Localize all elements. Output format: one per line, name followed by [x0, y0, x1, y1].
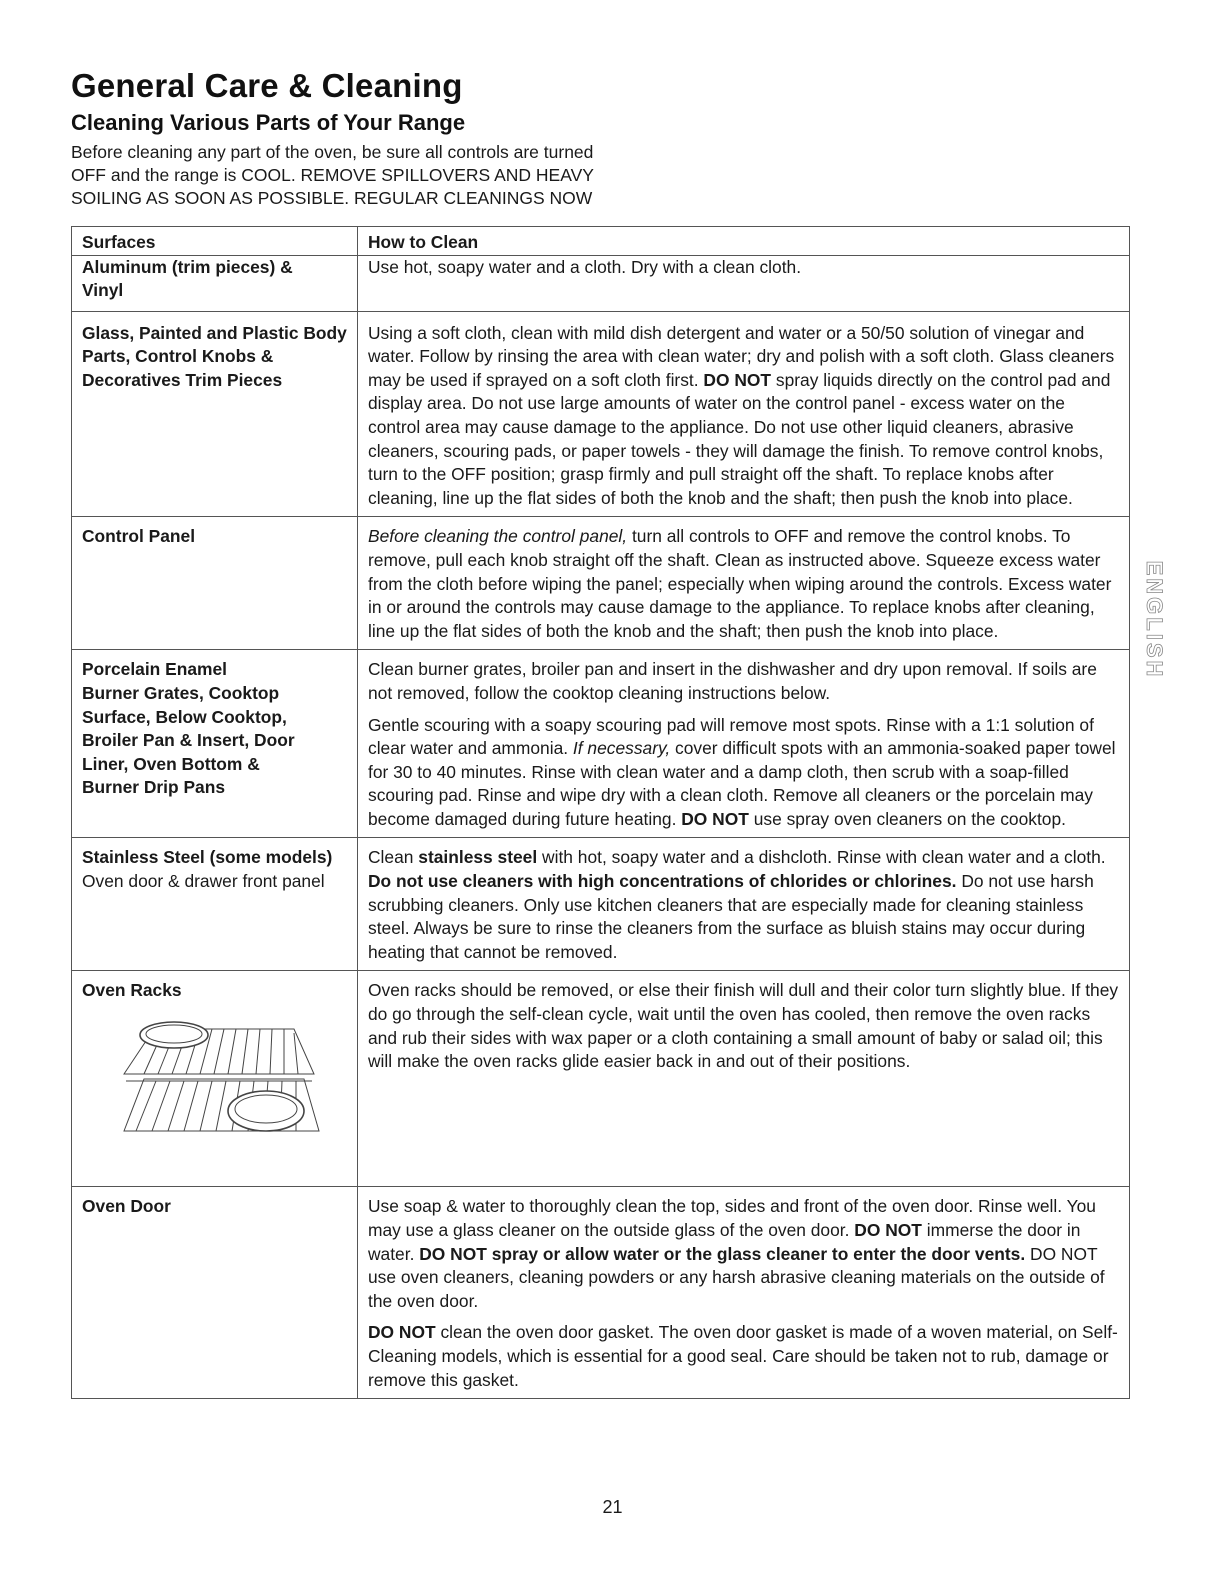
warning-text: DO NOT — [681, 808, 749, 829]
column-header-how-to-clean: How to Clean — [358, 227, 1130, 256]
warning-text: Do not use cleaners with high concentrations of chlorides or chlorines. — [368, 871, 957, 892]
cleaning-table — [71, 226, 1130, 1399]
how-to-clean-cell — [358, 1187, 1130, 1399]
paragraph — [368, 1195, 1121, 1313]
text-span: spray liquids directly on the control pad and display area. Do not use large amounts of water on the control panel - excess water on the control area may cause damage to the appliance. Do not use other liquid cleaners, abrasive cleaners, scouring pads, or paper towels - they will damage the finish. To remove control knobs, turn to the OFF position; grasp firmly and pull straight off the shaft. To replace knobs after cleaning, line up the flat sides of both the knob and the shaft; then push the knob into place. — [368, 369, 1111, 508]
surface-cell — [72, 838, 358, 971]
table-row — [72, 517, 1130, 650]
warning-text: DO NOT — [854, 1220, 922, 1241]
intro-line: SOILING AS SOON AS POSSIBLE. REGULAR CLEANINGS NOW — [71, 188, 593, 208]
how-to-clean-cell: Use hot, soapy water and a cloth. Dry with a clean cloth. — [358, 255, 1130, 311]
surface-label-note: Oven door & drawer front panel — [82, 871, 325, 892]
surface-line: Burner Drip Pans — [82, 777, 226, 798]
surface-line: Porcelain Enamel — [82, 659, 227, 680]
how-to-clean-cell — [358, 838, 1130, 971]
text-span: Use soap & water to thoroughly clean the top, sides and front of the oven door. Rinse well. You may use a glass cleaner on the outside glass of the oven door. — [368, 1196, 1096, 1241]
surface-cell — [72, 1187, 358, 1399]
intro-line: OFF and the range is COOL. REMOVE SPILLOVERS AND HEAVY — [71, 165, 594, 185]
table-row — [72, 971, 1130, 1187]
page-title: General Care & Cleaning — [71, 67, 463, 104]
page-number: 21 — [602, 1497, 623, 1517]
surface-label: Glass, Painted and Plastic Body Parts, Control Knobs & Decoratives Trim Pieces — [82, 322, 347, 390]
column-header-surfaces: Surfaces — [72, 227, 358, 256]
text-span: turn all controls to OFF and remove the control knobs. To remove, pull each knob straight off the shaft. Clean as instructed above. Squeeze excess water from the cloth before wiping the panel; especially when wiping around the controls. Excess water in or around the controls may cause damage to the appliance. To replace knobs after cleaning, line up the flat sides of both the knob and the shaft; then push the knob into place. — [368, 526, 1112, 641]
text-span: DO NOT use oven cleaners, cleaning powders or any harsh abrasive cleaning materials on the outside of the oven door. — [368, 1243, 1105, 1311]
text-span: immerse the door in water. — [368, 1220, 1081, 1264]
how-to-clean-cell — [358, 517, 1130, 650]
table-row — [72, 650, 1130, 838]
page-header — [71, 66, 1129, 210]
language-side-tab — [1140, 560, 1168, 680]
how-to-clean-cell: Oven racks should be removed, or else their finish will dull and their color turn slightly blue. If they do go through the self-clean cycle, wait until the oven has cooled, then remove the oven racks and rub their sides with wax paper or a cloth containing a small amount of baby or salad oil; this will make the oven racks glide easier back in and out of their positions. — [358, 971, 1130, 1187]
paragraph — [368, 1321, 1121, 1392]
text-span: use spray oven cleaners on the cooktop. — [748, 808, 1066, 829]
how-to-clean-cell — [358, 650, 1130, 838]
bold-text: stainless steel — [418, 847, 538, 868]
italic-text: Before cleaning the control panel, — [368, 526, 628, 547]
surface-label: Oven Racks — [82, 980, 182, 1001]
text-span: Gentle scouring with a soapy scouring pad will remove most spots. Rinse with a 1:1 solution of clear water and ammonia. — [368, 714, 1094, 759]
surface-line: Liner, Oven Bottom & — [82, 753, 260, 774]
table-row — [72, 311, 1130, 517]
paragraph — [368, 714, 1121, 832]
table-row — [72, 1187, 1130, 1399]
section-subtitle: Cleaning Various Parts of Your Range — [71, 110, 466, 135]
text-span: cover difficult spots with an ammonia-soaked paper towel for 30 to 40 minutes. Rinse with clean water and a damp cloth, then scrub with a soap-filled scouring pad. Rinse and wipe dry with a clean cloth. Remove all cleaners or the porcelain may become damaged during future heating. — [368, 738, 1116, 829]
table-header-row — [72, 227, 1130, 256]
intro-paragraph — [71, 141, 711, 210]
surface-label: Oven Door — [82, 1196, 171, 1217]
surface-cell — [72, 517, 358, 650]
surface-cell — [72, 650, 358, 838]
language-label: ENGLISH — [1142, 560, 1167, 680]
table-row — [72, 838, 1130, 971]
surface-line: Surface, Below Cooktop, — [82, 706, 287, 727]
text-span: Using a soft cloth, clean with mild dish detergent and water or a 50/50 solution of vinegar and water. Follow by rinsing the area with clean water; dry and polish with a soft cloth. Glass cleaners may be used if sprayed on a soft cloth first. — [368, 322, 1115, 390]
surface-label: Control Panel — [82, 526, 196, 547]
paragraph: Clean burner grates, broiler pan and insert in the dishwasher and dry upon removal. If soils are not removed, follow the cooktop cleaning instructions below. — [368, 659, 1097, 703]
oven-rack-illustration — [114, 1019, 324, 1139]
text-span: Do not use harsh scrubbing cleaners. Only use kitchen cleaners that are especially made for cleaning stainless steel. Always be sure to rinse the cleaners from the surface as bluish stains may occur during heating that cannot be removed. — [368, 871, 1094, 962]
how-to-clean-cell — [358, 311, 1130, 517]
surface-cell: Aluminum (trim pieces) & Vinyl — [72, 255, 358, 311]
surface-cell — [72, 311, 358, 517]
warning-text: DO NOT — [703, 369, 772, 390]
table-row — [72, 255, 1130, 311]
surface-label-bold: Stainless Steel (some models) — [82, 847, 333, 868]
surface-cell — [72, 971, 358, 1187]
warning-text: DO NOT spray or allow water or the glass cleaner to enter the door vents. — [419, 1243, 1026, 1264]
intro-line: Before cleaning any part of the oven, be sure all controls are turned — [71, 142, 594, 162]
warning-text: DO NOT — [368, 1322, 436, 1343]
surface-line: Burner Grates, Cooktop — [82, 682, 280, 703]
text-span: clean the oven door gasket. The oven door gasket is made of a woven material, on Self-Cleaning models, which is essential for a good seal. Care should be taken not to rub, damage or remove this gasket. — [368, 1322, 1118, 1390]
text-span: with hot, soapy water and a dishcloth. Rinse with clean water and a cloth. — [537, 847, 1106, 868]
text-span: Clean — [368, 847, 419, 868]
italic-text: If necessary, — [572, 738, 671, 759]
surface-line: Broiler Pan & Insert, Door — [82, 730, 295, 751]
